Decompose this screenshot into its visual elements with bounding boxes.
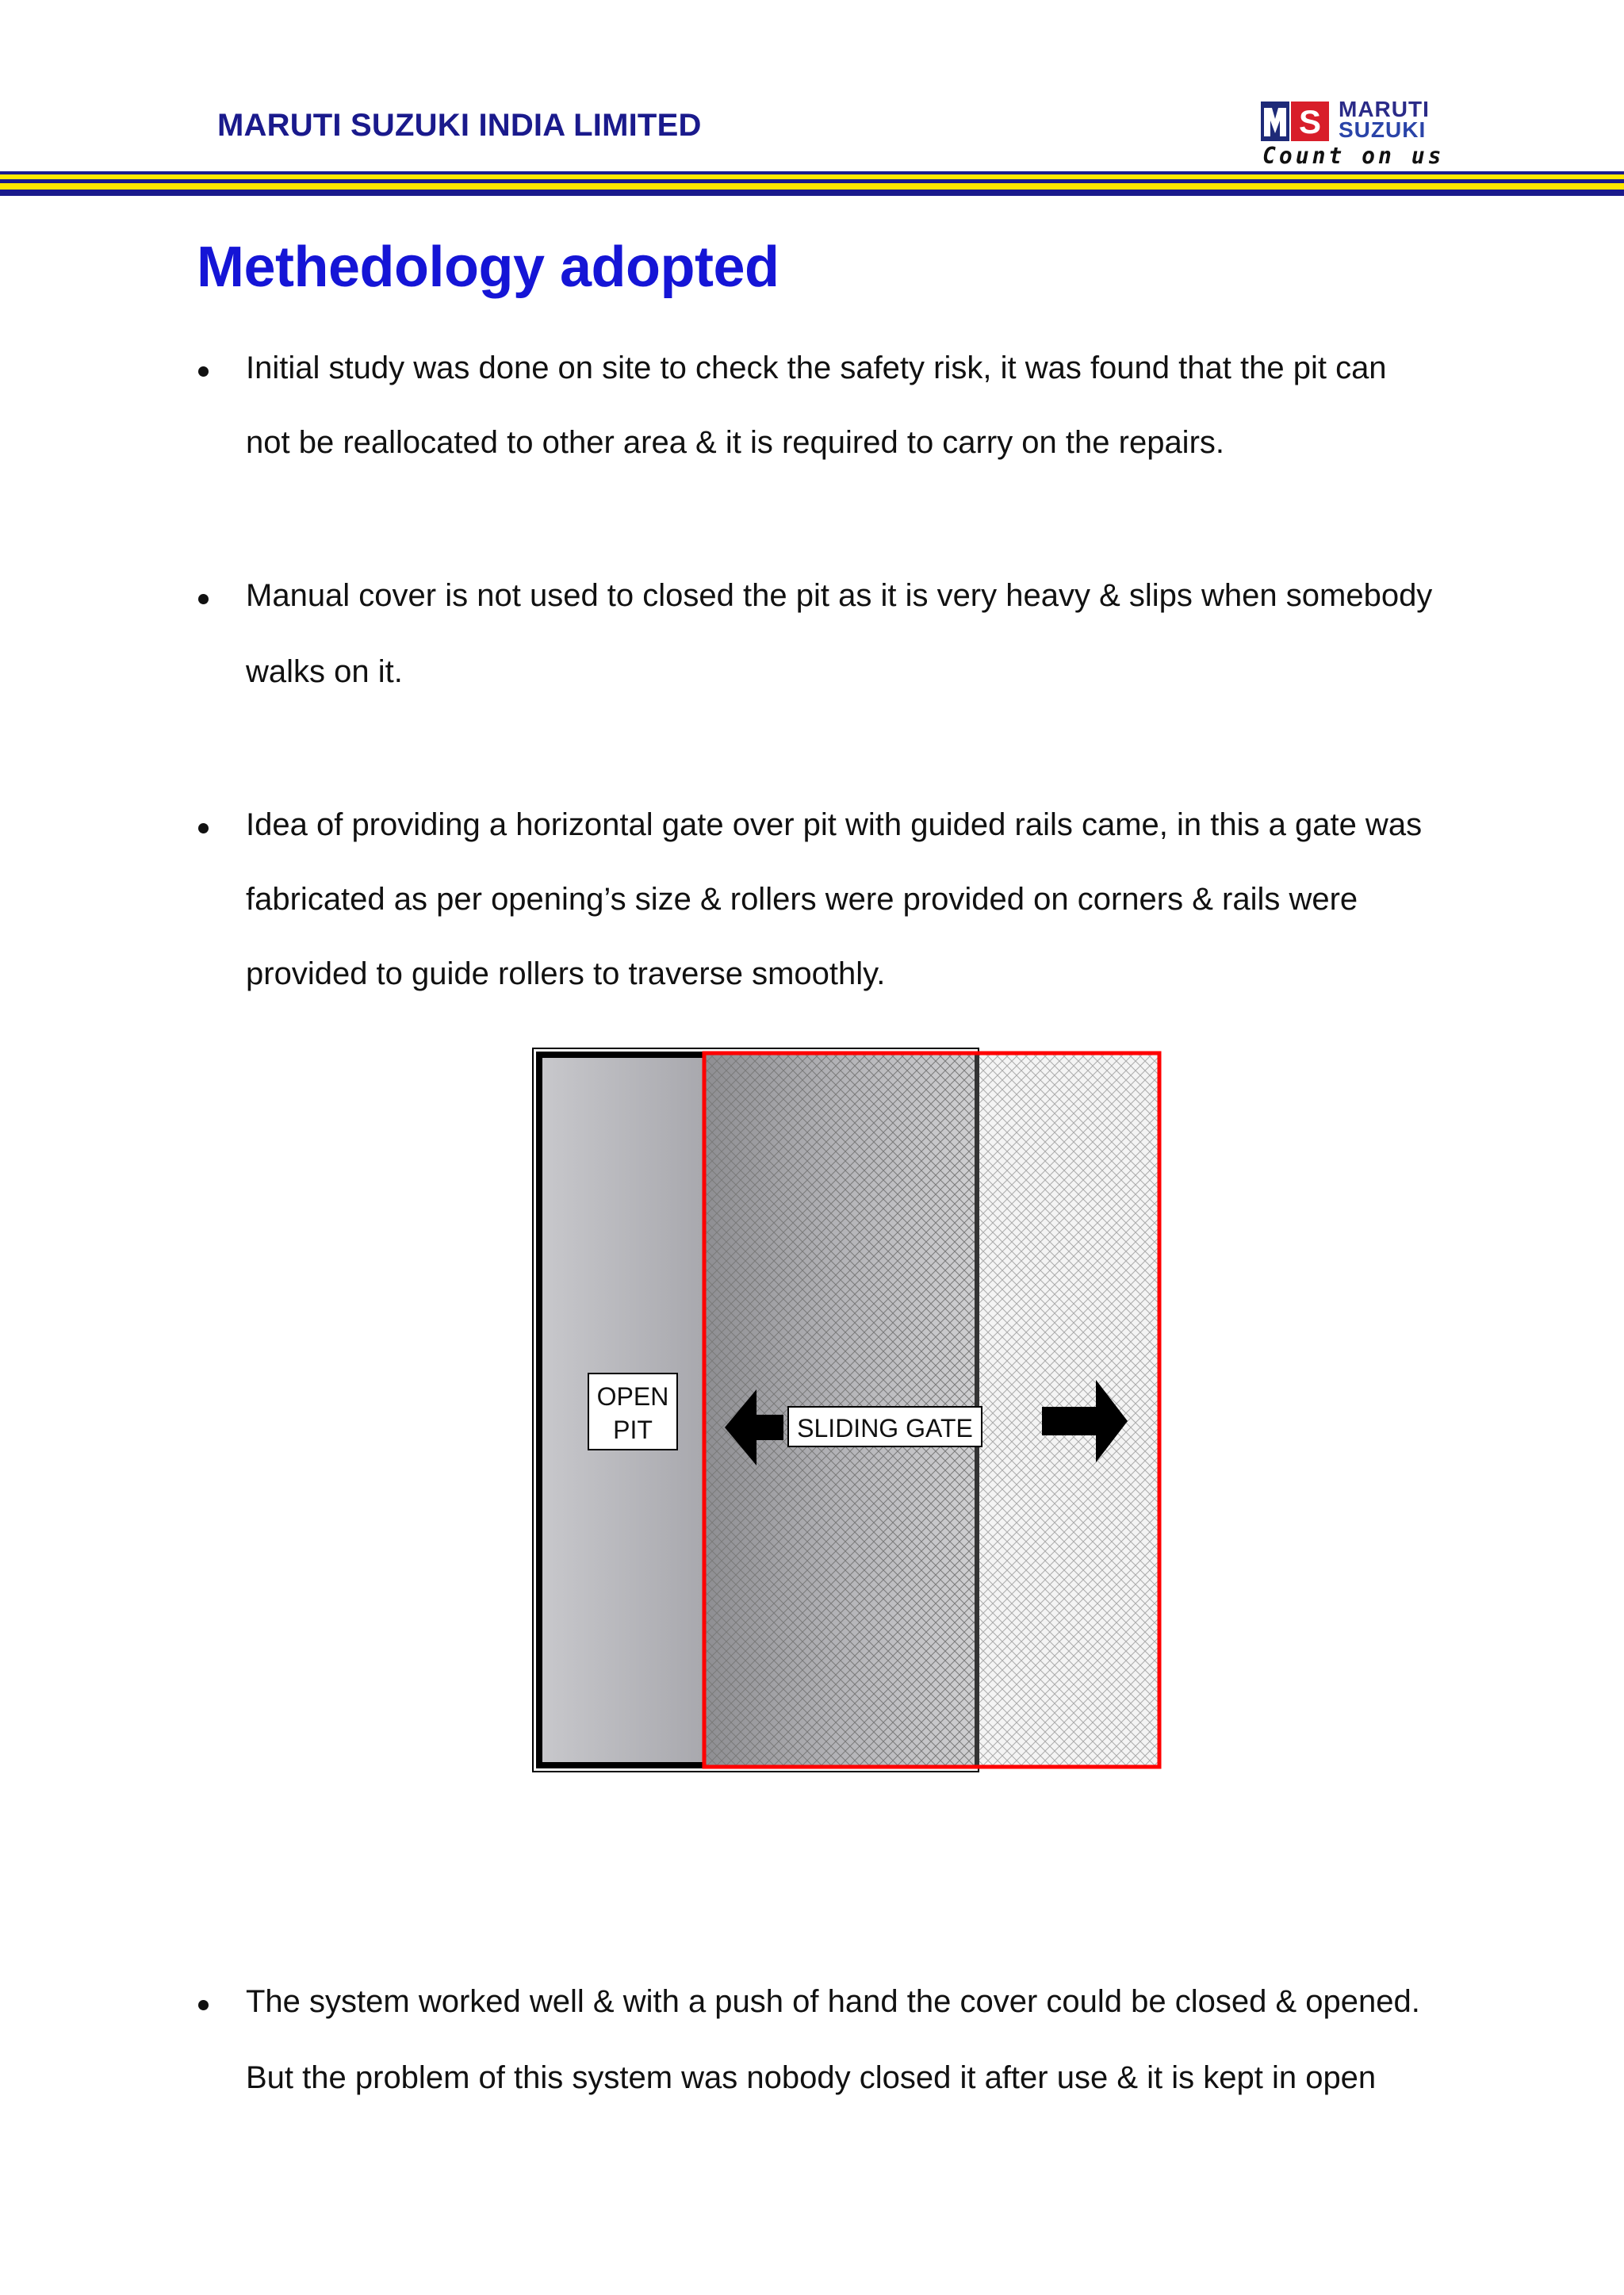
bullet-text-line: But the problem of this system was nobody closed it after use & it is kept in open	[246, 2060, 1377, 2095]
bullet-text-line: not be reallocated to other area & it is required to carry on the repairs.	[246, 425, 1225, 460]
bullet-dot-icon	[198, 366, 209, 377]
bullet-text-line: The system worked well & with a push of hand the cover could be closed & opened.	[246, 1984, 1420, 2019]
bullet-dot-icon	[198, 2000, 209, 2010]
bullet-text-line: Initial study was done on site to check the safety risk, it was found that the pit can	[246, 351, 1387, 385]
open-pit-label	[588, 1374, 677, 1450]
bullet-text-line: fabricated as per opening’s size & rollers were provided on corners & rails were	[246, 882, 1358, 917]
pit-label-line1: OPEN	[596, 1382, 669, 1411]
bullet-text-line: provided to guide rollers to traverse smoothly.	[246, 956, 886, 991]
svg-text:S: S	[1298, 103, 1322, 140]
pit-label-line2: PIT	[613, 1416, 653, 1444]
company-name: MARUTI SUZUKI INDIA LIMITED	[217, 108, 702, 143]
logo-suzuki-text: SUZUKI	[1339, 117, 1427, 142]
sliding-gate-diagram	[531, 1047, 1166, 1784]
sliding-gate-label	[788, 1407, 982, 1446]
bullet-text-line: walks on it.	[246, 654, 403, 689]
maruti-suzuki-emblem-icon	[1261, 102, 1332, 141]
logo-maruti-text: MARUTI	[1339, 97, 1430, 121]
bullet-dot-icon	[198, 823, 209, 833]
page-title: Methedology adopted	[197, 236, 779, 299]
bullet-text-line: Idea of providing a horizontal gate over pit with guided rails came, in this a gate was	[246, 807, 1423, 842]
maruti-suzuki-logo	[1261, 98, 1467, 167]
logo-tagline: Count on us	[1262, 143, 1445, 169]
svg-text:SLIDING GATE: SLIDING GATE	[797, 1414, 973, 1443]
bullet-text-line: Manual cover is not used to closed the pit as it is very heavy & slips when somebody	[246, 578, 1433, 613]
header-divider	[0, 171, 1624, 198]
bullet-dot-icon	[198, 594, 209, 604]
